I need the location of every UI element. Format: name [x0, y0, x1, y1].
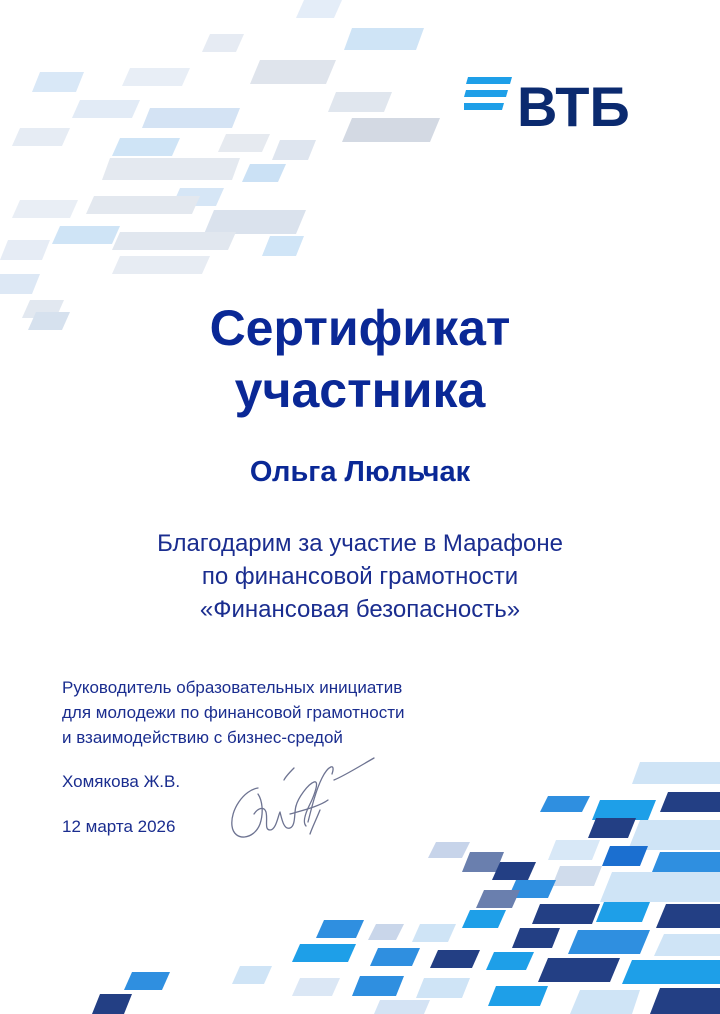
thanks-line1: Благодарим за участие в Марафоне [157, 530, 563, 557]
vtb-logo-text: ВТБ [517, 75, 630, 138]
handwritten-signature-icon [224, 750, 384, 850]
signatory-name: Хомякова Ж.В. [62, 772, 181, 791]
thanks-line3: «Финансовая безопасность» [199, 596, 521, 623]
certificate-title-line2: участника [234, 362, 486, 418]
pattern-tiles-bottom [92, 762, 720, 1014]
certificate-date: 12 марта 2026 [62, 817, 176, 836]
thanks-line2: по финансовой грамотности [201, 563, 519, 590]
recipient-name: Ольга Люльчак [249, 456, 471, 488]
vtb-logo [464, 76, 634, 138]
signatory-role-line3: и взаимодействию с бизнес-средой [62, 728, 343, 747]
signatory-role-line1: Руководитель образовательных инициатив [62, 678, 403, 697]
vtb-logo-icon [464, 76, 514, 116]
certificate-title-line1: Сертификат [209, 300, 511, 356]
signatory-role-line2: для молодежи по финансовой грамотности [62, 703, 405, 722]
